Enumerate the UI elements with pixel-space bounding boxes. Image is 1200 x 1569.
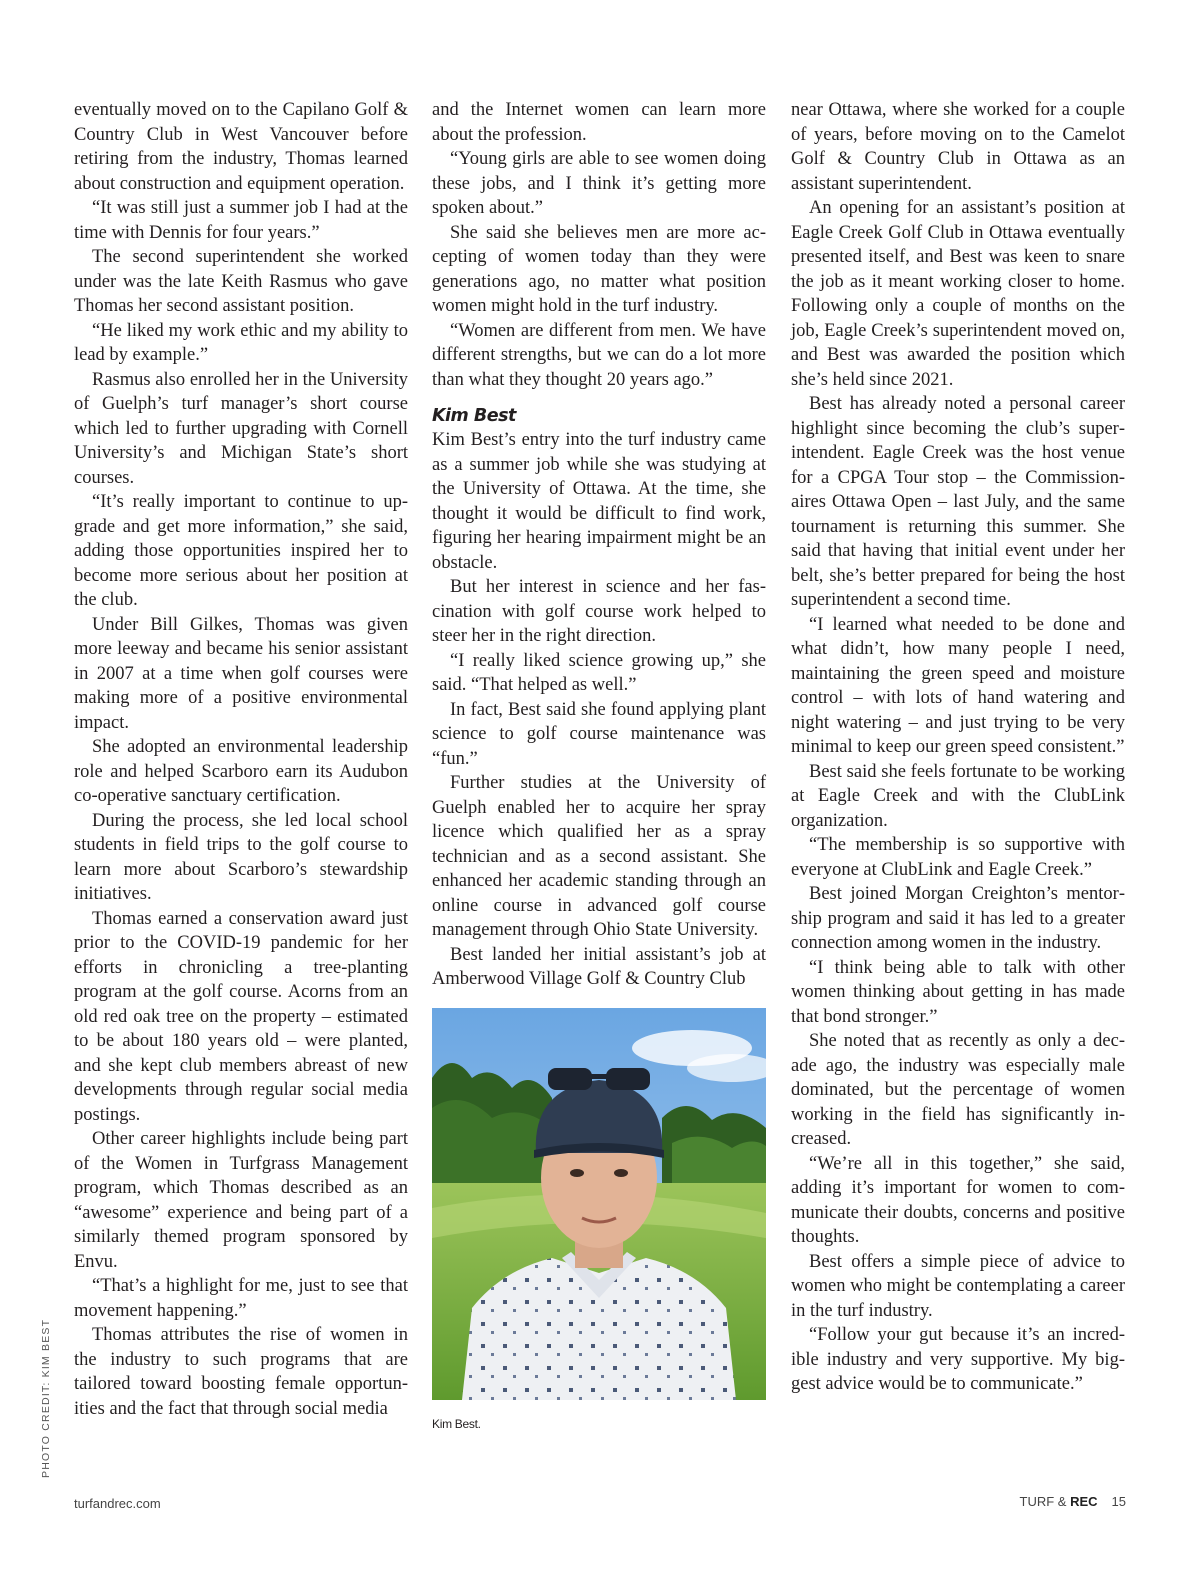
paragraph: An opening for an assistant’s position at Eagle Creek Golf Club in Ottawa eventually presented itself, and Best was keen to snare the job as it meant working closer to home. Following only a couple of months on the job, Eagle Creek’s superintendent moved on, and Best was awarded the position which she’s held since 2021. [791,198,1125,390]
paragraph: “I think being able to talk with other women thinking about getting in has made that bond stronger.” [791,957,1125,1027]
paragraph: eventually moved on to the Capilano Golf & Country Club in West Vancouver before retiring from the industry, Thomas learned about construction and equipment operation. [74,100,408,194]
paragraph: Best said she feels fortunate to be working at Eagle Creek and with the ClubLink organization. [791,761,1125,831]
paragraph: “I really liked science growing up,” she said. “That helped as well.” [432,650,766,695]
paragraph: and the Internet women can learn more about the profession. [432,100,766,145]
paragraph: “We’re all in this together,” she said, adding it’s important for women to communicate their doubts, concerns and positive thoughts. [791,1153,1125,1247]
paragraph: Thomas earned a conservation award just prior to the COVID-19 pandemic for her efforts in chronicling a tree-planting program at the golf course. Acorns from an old red oak tree on the property – estimated to be about 180 years old – were planted, and she kept club members abreast of new developments through regular social media postings. [74,908,408,1125]
column-3 [791,98,1125,1397]
column-2 [432,98,766,1436]
paragraph: Kim Best’s entry into the turf industry came as a summer job while she was studying at the University of Ottawa. At the time, she thought it would be difficult to find work, figuring her hearing impairment might be an obstacle. [432,430,766,573]
brand-rec: REC [1070,1494,1098,1509]
paragraph: She noted that as recently as only a decade ago, the industry was especially male dominated, but the percentage of women working in the field has significantly increased. [791,1031,1125,1149]
paragraph: “The membership is so supportive with everyone at ClubLink and Eagle Creek.” [791,835,1125,880]
paragraph: Thomas attributes the rise of women in the industry to such programs that are tailored toward boosting female opportunities and the fact that through social media [74,1325,408,1419]
paragraph: She said she believes men are more accepting of women today than they were generations ago, no matter what position women might hold in the turf industry. [432,222,766,316]
paragraph: Best landed her initial assistant’s job at Amberwood Village Golf & Country Club [432,944,766,989]
paragraph: “It’s really important to continue to upgrade and get more information,” she said, adding those opportunities inspired her to become more serious about her position at the club. [74,492,408,610]
portrait-illustration [432,1008,766,1400]
paragraph: Further studies at the University of Guelph enabled her to acquire her spray licence which qualified her as a spray technician and as a second assistant. She enhanced her academic standing through an online course in advanced golf course management through Ohio State University. [432,773,766,940]
paragraph: “That’s a highlight for me, just to see that movement happening.” [74,1276,408,1321]
kim-best-photo [432,1008,766,1400]
column-1 [74,98,408,1421]
paragraph: She adopted an environmental leadership role and helped Scarboro earn its Audubon co-operative sanctuary certification. [74,737,408,806]
paragraph: But her interest in science and her fascination with golf course work helped to steer her in the right direction. [432,577,766,646]
section-heading: Kim Best [432,406,516,426]
paragraph: “He liked my work ethic and my ability to lead by example.” [74,320,408,365]
paragraph: Under Bill Gilkes, Thomas was given more leeway and became his senior assistant in 2007 at a time when golf courses were making more of a positive environmental impact. [74,614,408,733]
photo-credit: PHOTO CREDIT: KIM BEST [40,1318,52,1478]
paragraph: Best offers a simple piece of advice to women who might be contemplating a career in the turf industry. [791,1251,1125,1321]
paragraph: “Young girls are able to see women doing these jobs, and I think it’s getting more spoken about.” [432,149,766,218]
brand-turf: TURF & [1019,1494,1071,1509]
paragraph: near Ottawa, where she worked for a couple of years, before moving on to the Camelot Golf & Country Club in Ottawa as an assistant superintendent. [791,100,1125,194]
footer-brand [1020,1494,1126,1509]
page-number: 15 [1111,1494,1126,1509]
footer-website: turfandrec.com [74,1496,161,1511]
paragraph: “Follow your gut because it’s an incredible industry and very supportive. My biggest advice would be to communicate.” [791,1325,1125,1394]
paragraph: “It was still just a summer job I had at the time with Dennis for four years.” [74,198,408,243]
paragraph: In fact, Best said she found applying plant science to golf course maintenance was “fun.” [432,699,766,769]
photo-caption: Kim Best. [432,1416,481,1431]
paragraph: The second superintendent she worked under was the late Keith Rasmus who gave Thomas her second assistant position. [74,247,408,316]
paragraph: During the process, she led local school students in field trips to the golf course to learn more about Scarboro’s stewardship initiatives. [74,810,408,904]
paragraph: Best joined Morgan Creighton’s mentorship program and said it has led to a greater connection among women in the industry. [791,884,1125,953]
paragraph: “Women are different from men. We have different strengths, but we can do a lot more than what they thought 20 years ago.” [432,320,766,390]
paragraph: Other career highlights include being part of the Women in Turfgrass Management program, which Thomas described as an “awesome” experience and being part of a similarly themed program sponsored by Envu. [74,1129,408,1272]
paragraph: Rasmus also enrolled her in the University of Guelph’s turf manager’s short course which led to further upgrading with Cornell University’s and Michigan State’s short courses. [74,369,408,488]
paragraph: “I learned what needed to be done and what didn’t, how many people I need, maintaining the green speed and moisture control – with lots of hand watering and night watering – and just trying to be very minimal to keep our green speed consistent.” [791,614,1125,757]
paragraph: Best has already noted a personal career highlight since becoming the club’s superintendent. Eagle Creek was the host venue for a CPGA Tour stop – the Commissionaires Ottawa Open – last July, and the same tournament is returning this summer. She said that having that initial event under her belt, she’s better prepared for being the host superintendent a second time. [791,394,1125,610]
